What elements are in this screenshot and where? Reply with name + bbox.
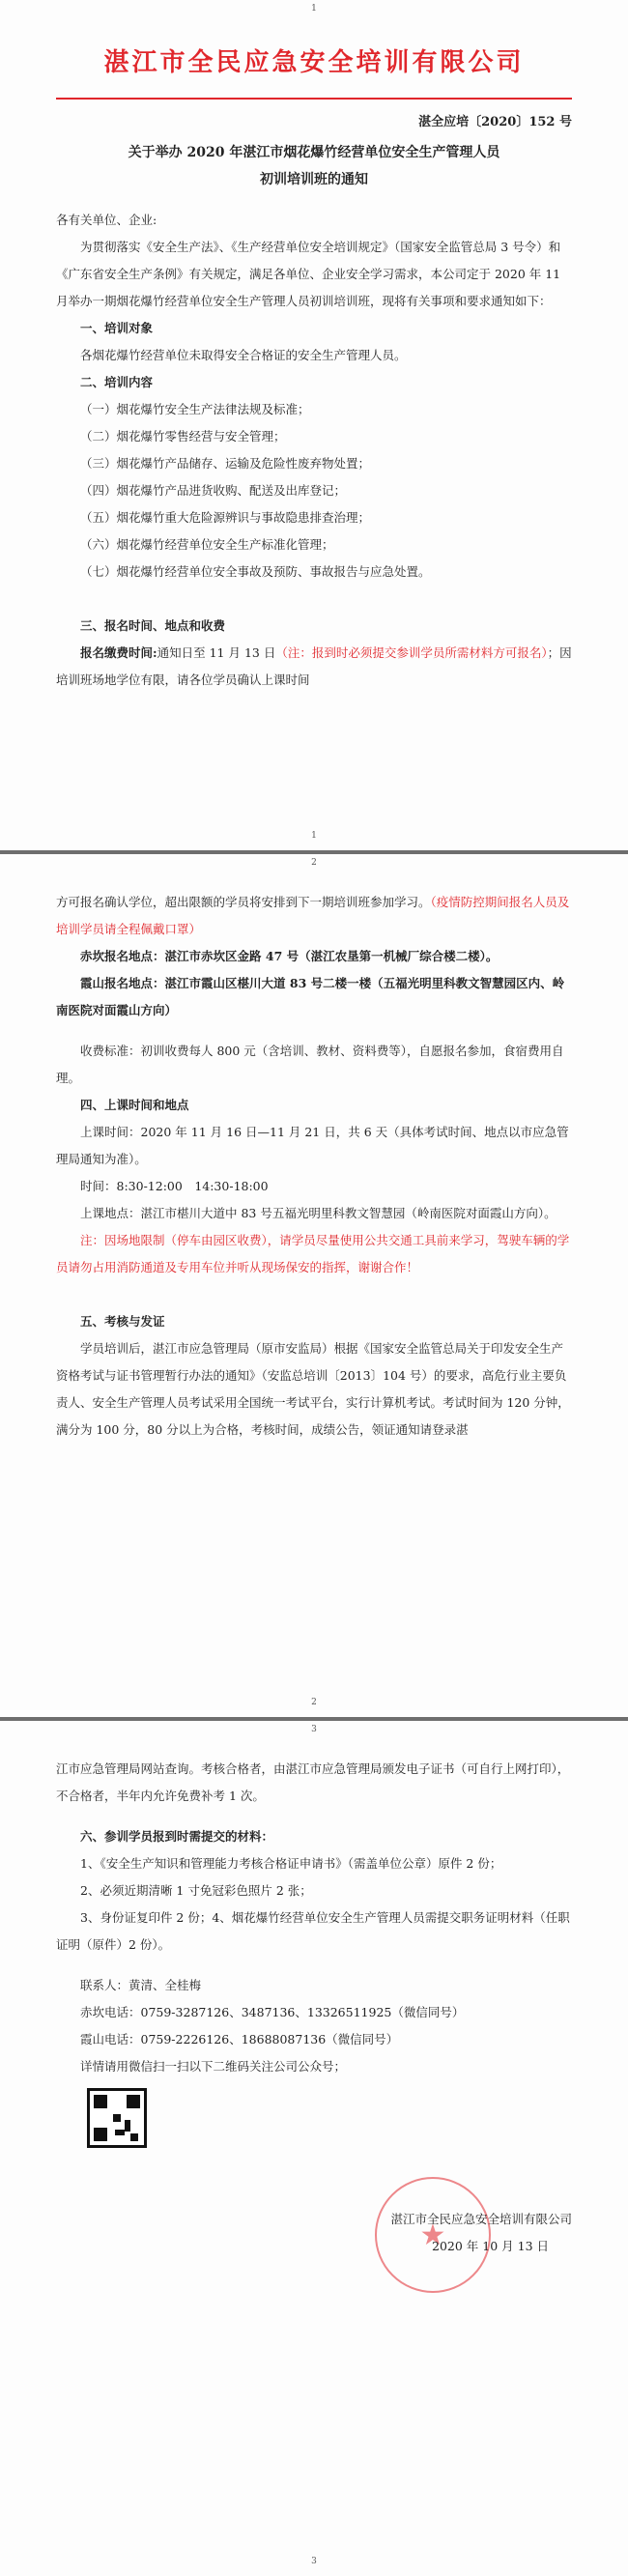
- company-masthead: 湛江市全民应急安全培训有限公司: [103, 48, 525, 77]
- xiashan-address: 湛江市霞山区椹川大道 83 号二楼一楼（五福光明里科教文智慧园区内、岭南医院对面霞山方向）: [56, 976, 565, 1017]
- document-page-1: [0, 0, 628, 850]
- content-item: （七）烟花爆竹经营单位安全事故及预防、事故报告与应急处置。: [80, 564, 431, 579]
- page-number-bottom: 3: [311, 2557, 317, 2566]
- registration-time-value: 通知日至 11 月 13 日: [157, 645, 276, 660]
- section-4-title: 四、上课时间和地点: [80, 1098, 189, 1112]
- red-divider: [56, 98, 572, 100]
- xiashan-phone: 霞山电话：0759-2226126、18688087136（微信同号）: [80, 2032, 399, 2046]
- document-number: 湛全应培〔2020〕152 号: [418, 115, 572, 129]
- xiashan-label: 霞山报名地点：: [80, 976, 165, 990]
- page-number-bottom: 1: [311, 831, 317, 841]
- chikan-phone: 赤坎电话：0759-3287126、3487136、13326511925（微信同号）: [80, 2005, 465, 2019]
- section-5-title: 五、考核与发证: [80, 1314, 165, 1329]
- registration-continued: [56, 889, 572, 943]
- intro-paragraph: 为贯彻落实《安全生产法》、《生产经营单位安全培训规定》（国家安全监管总局 3 号令）和《广东省安全生产条例》有关规定，满足各单位、企业安全学习需求，本公司定于 2020 年 11 月举办一期烟花爆竹经营单位安全生产管理人员初训培训班，现将有关事项和要求通知如下：: [56, 240, 561, 308]
- chikan-address: 湛江市赤坎区金路 47 号（湛江农垦第一机械厂综合楼二楼）。: [164, 949, 499, 963]
- content-item: （三）烟花爆竹产品储存、运输及危险性废弃物处置；: [80, 456, 371, 471]
- company-seal: ★: [375, 2177, 491, 2293]
- content-item: （四）烟花爆竹产品进货收购、配送及出库登记；: [80, 483, 347, 498]
- exam-paragraph: 学员培训后，湛江市应急管理局（原市安监局）根据《国家安全监管总局关于印发安全生产资格考试与证书管理暂行办法的通知》（安监总培训〔2013〕104 号）的要求，高危行业主要负责人、安全生产管理人员考试采用全国统一考试平台，实行计算机考试。考试时间为 120 分钟，满分为 100 分，80 分以上为合格，考核时间，成绩公告，领证通知请登录湛: [56, 1341, 570, 1437]
- class-time: 上课时间：2020 年 11 月 16 日—11 月 21 日，共 6 天（具体考试时间、地点以市应急管理局通知为准）。: [56, 1125, 569, 1166]
- issuing-organization: 湛江市全民应急安全培训有限公司: [390, 2212, 572, 2226]
- document-page-2: [0, 854, 628, 1717]
- registration-time-label: 报名缴费时间:: [80, 645, 157, 660]
- notice-title: [56, 139, 572, 193]
- registration-time: [56, 640, 572, 694]
- section-2-title: 二、培训内容: [80, 375, 154, 389]
- notice-title-line-1: 关于举办 2020 年湛江市烟花爆竹经营单位安全生产管理人员: [128, 145, 500, 160]
- signature-block: [56, 2187, 572, 2303]
- page-number-top: 2: [311, 858, 317, 868]
- greeting: 各有关单位、企业:: [56, 213, 157, 227]
- epidemic-note: （疫情防控期间报名人员及培训学员请全程佩戴口罩）: [56, 895, 570, 936]
- material-item: 3、身份证复印件 2 份；4、烟花爆竹经营单位安全生产管理人员需提交职务证明材料（任职证明（原件）2 份）。: [56, 1910, 570, 1952]
- chikan-registration: [56, 943, 572, 970]
- registration-tail: ；因培训班场地学位有限，请各位学员确认上课时间: [56, 645, 572, 687]
- chikan-label: 赤坎报名地点：: [80, 949, 165, 963]
- section-1-body: 各烟花爆竹经营单位未取得安全合格证的安全生产管理人员。: [80, 348, 407, 362]
- content-item: （二）烟花爆竹零售经营与安全管理；: [80, 429, 286, 444]
- page-number-bottom: 2: [311, 1698, 317, 1707]
- content-item: （六）烟花爆竹经营单位安全生产标准化管理；: [80, 537, 334, 552]
- exam-continued: 江市应急管理局网站查询。考核合格者，由湛江市应急管理局颁发电子证书（可自行上网打印），不合格者，半年内允许免费补考 1 次。: [56, 1761, 570, 1803]
- wechat-qr-code[interactable]: [87, 2088, 147, 2148]
- content-item: （五）烟花爆竹重大危险源辨识与事故隐患排查治理；: [80, 510, 371, 525]
- xiashan-registration: [56, 970, 572, 1024]
- notice-title-line-2: 初训培训班的通知: [260, 172, 368, 187]
- class-hours: 时间：8:30-12:00 14:30-18:00: [80, 1179, 269, 1193]
- parking-note: 注：因场地限制（停车由园区收费），请学员尽量使用公共交通工具前来学习，驾驶车辆的学员请勿占用消防通道及专用车位并听从现场保安的指挥，谢谢合作！: [56, 1233, 570, 1274]
- material-item: 2、必须近期清晰 1 寸免冠彩色照片 2 张；: [80, 1883, 312, 1898]
- document-page-3: [0, 1721, 628, 2576]
- content-item: （一）烟花爆竹安全生产法律法规及标准；: [80, 402, 310, 416]
- fee-standard: 收费标准：初训收费每人 800 元（含培训、教材、资料费等），自愿报名参加，食宿费用自理。: [56, 1044, 564, 1085]
- class-place: 上课地点：湛江市椹川大道中 83 号五福光明里科教文智慧园（岭南医院对面霞山方向）。: [80, 1206, 557, 1220]
- issue-date: 2020 年 10 月 13 日: [432, 2239, 549, 2253]
- material-item: 1、《安全生产知识和管理能力考核合格证申请书》（需盖单位公章）原件 2 份；: [80, 1856, 502, 1871]
- wechat-note: 详情请用微信扫一扫以下二维码关注公司公众号；: [80, 2059, 347, 2074]
- registration-note: （注：报到时必须提交参训学员所需材料方可报名）: [275, 645, 548, 660]
- page-number-top: 3: [311, 1725, 317, 1734]
- section-6-title: 六、参训学员报到时需提交的材料：: [80, 1829, 274, 1844]
- registration-continued-text: 方可报名确认学位，超出限额的学员将安排到下一期培训班参加学习。: [56, 895, 431, 909]
- contact-persons: 联系人：黄清、全桂梅: [80, 1978, 202, 1992]
- section-3-title: 三、报名时间、地点和收费: [80, 618, 226, 633]
- section-1-title: 一、培训对象: [80, 321, 154, 335]
- page-number-top: 1: [311, 4, 317, 14]
